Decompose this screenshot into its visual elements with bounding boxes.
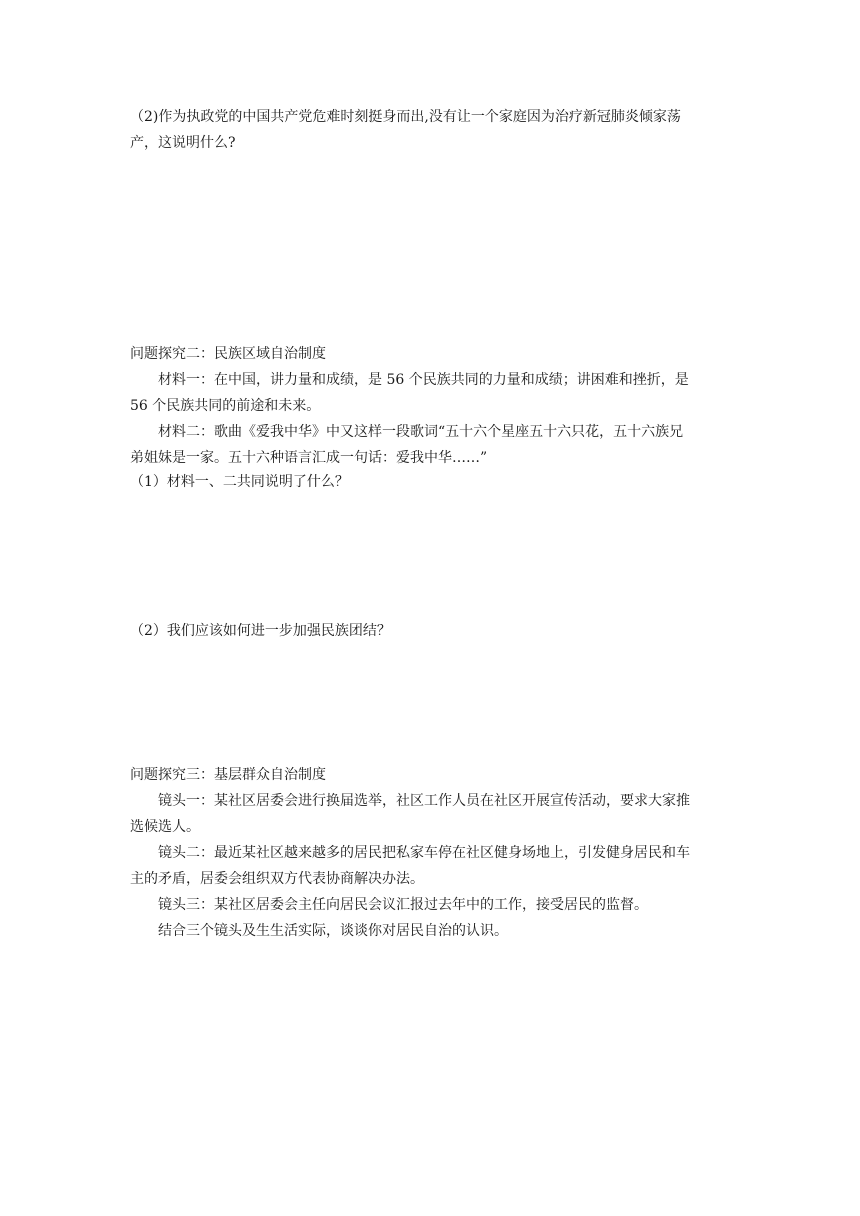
shot1-line2: 选候选人。 xyxy=(130,819,200,835)
section1-question2-line2: 产，这说明什么? xyxy=(130,135,236,151)
material1-line2: 56 个民族共同的前途和未来。 xyxy=(130,398,321,414)
section2-heading: 问题探究二：民族区域自治制度 xyxy=(130,346,326,362)
section1-question2-line1: （2)作为执政党的中国共产党危难时刻挺身而出,没有让一个家庭因为治疗新冠肺炎倾家荡 xyxy=(130,109,681,125)
material1-line1: 材料一：在中国，讲力量和成绩，是 56 个民族共同的力量和成绩；讲困难和挫折，是 xyxy=(158,372,689,388)
section2-question2: （2）我们应该如何进一步加强民族团结？ xyxy=(130,623,391,639)
material2-line1: 材料二：歌曲《爱我中华》中又这样一段歌词“五十六个星座五十六只花，五十六族兄 xyxy=(158,424,684,440)
section2-question1: （1）材料一、二共同说明了什么？ xyxy=(130,474,349,490)
shot2-line1: 镜头二：最近某社区越来越多的居民把私家车停在社区健身场地上，引发健身居民和车 xyxy=(158,845,690,861)
shot2-line2: 主的矛盾，居委会组织双方代表协商解决办法。 xyxy=(130,871,424,887)
shot1-line1: 镜头一：某社区居委会进行换届选举，社区工作人员在社区开展宣传活动，要求大家推 xyxy=(158,793,690,809)
shot3-text: 镜头三：某社区居委会主任向居民会议汇报过去年中的工作，接受居民的监督。 xyxy=(158,897,648,913)
section3-heading: 问题探究三：基层群众自治制度 xyxy=(130,767,326,783)
section3-task: 结合三个镜头及生生活实际，谈谈你对居民自治的认识。 xyxy=(158,923,508,939)
material2-line2: 弟姐妹是一家。五十六种语言汇成一句话：爱我中华……” xyxy=(130,450,488,466)
